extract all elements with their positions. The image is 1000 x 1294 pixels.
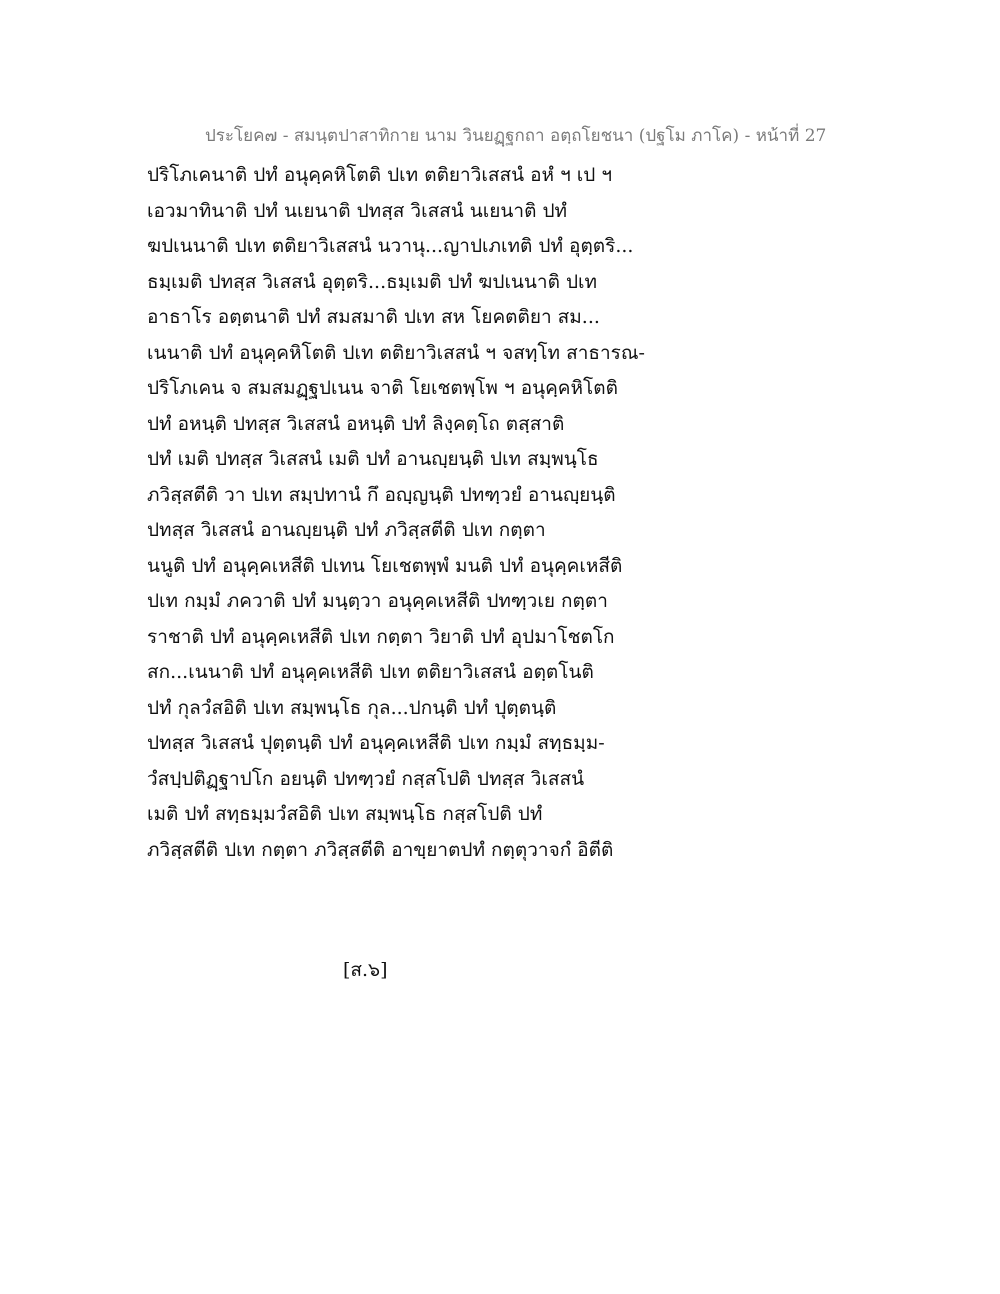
text-line: ปริโภเคนาติ ปทํ อนุคฺคหิโตติ ปเท ตติยาวิเสสนํ อหํ ฯ เป ฯ xyxy=(147,164,613,186)
text-line: ปทํ กุลวํสอิติ ปเท สมฺพนฺโธ กุล...ปกนฺติ ปทํ ปุตฺตนฺติ xyxy=(147,696,557,719)
text-line: ปทํ เมติ ปทสฺส วิเสสนํ เมติ ปทํ อานญฺยนฺติ ปเท สมฺพนฺโธ xyxy=(147,448,599,470)
text-line: นนูติ ปทํ อนุคฺคเหสีติ ปเทน โยเชตพฺพํ มนติ ปทํ อนุคฺคเหสีติ xyxy=(147,554,623,577)
text-line: ปทํ อหนฺติ ปทสฺส วิเสสนํ อหนฺติ ปทํ ลิงฺคตฺโถ ตสฺสาติ xyxy=(147,412,565,435)
text-line: สก...เนนาติ ปทํ อนุคฺคเหสีติ ปเท ตติยาวิเสสนํ อตฺตโนติ xyxy=(147,661,594,683)
signature-mark: [ส.๖] xyxy=(343,959,388,981)
text-line: ปเท กมฺมํ ภควาติ ปทํ มนฺตฺวา อนุคฺคเหสีติ ปทฑฺวเย กตฺตา xyxy=(147,590,608,612)
body-text xyxy=(147,158,867,868)
text-line: ปทสฺส วิเสสนํ อานญฺยนฺติ ปทํ ภวิสฺสตีติ ปเท กตฺตา xyxy=(147,519,546,541)
text-line: เมติ ปทํ สทฺธมฺมวํสอิติ ปเท สมฺพนฺโธ กสฺสโปติ ปทํ xyxy=(147,803,543,825)
text-line: ปทสฺส วิเสสนํ ปุตฺตนฺติ ปทํ อนุคฺคเหสีติ ปเท กมฺมํ สทฺธมฺม- xyxy=(147,732,605,754)
text-line: ภวิสฺสตีติ วา ปเท สมฺปทานํ กึ อญฺญนฺติ ปทฑฺวยํ อานญฺยนฺติ xyxy=(147,483,616,506)
text-line: ธมฺเมติ ปทสฺส วิเสสนํ อุตฺตริ...ธมฺเมติ ปทํ ฆปเนนาติ ปเท xyxy=(147,270,598,293)
text-line: อาธาโร อตฺตนาติ ปทํ สมสมาติ ปเท สห โยคตติยา สม... xyxy=(147,306,600,328)
running-header: ประโยค๗ - สมนฺตปาสาทิกาย นาม วินยฏฺฐกถา อตฺถโยชนา (ปฐโม ภาโค) - หน้าที่ 27 xyxy=(205,126,827,146)
text-line: เนนาติ ปทํ อนุคฺคหิโตติ ปเท ตติยาวิเสสนํ ฯ จสทฺโท สาธารณ- xyxy=(147,341,645,364)
text-line: ราชาติ ปทํ อนุคฺคเหสีติ ปเท กตฺตา วิยาติ ปทํ อุปมาโชตโก xyxy=(147,625,615,648)
text-line: เอวมาทินาติ ปทํ นเยนาติ ปทสฺส วิเสสนํ นเยนาติ ปทํ xyxy=(147,199,568,222)
text-line: ปริโภเคน จ สมสมฏฺฐปเนน จาติ โยเชตพฺโพ ฯ อนุคฺคหิโตติ xyxy=(147,377,618,399)
text-line: วํสปฺปติฏฺฐาปโก อยนฺติ ปทฑฺวยํ กสฺสโปติ ปทสฺส วิเสสนํ xyxy=(147,767,585,790)
text-line: ภวิสฺสตีติ ปเท กตฺตา ภวิสฺสตีติ อาขฺยาตปทํ กตฺตุวาจกํ อิตีติ xyxy=(147,838,614,861)
text-line: ฆปเนนาติ ปเท ตติยาวิเสสนํ นวานุ...ญาปเภเทติ ปทํ อุตฺตริ... xyxy=(147,235,634,257)
